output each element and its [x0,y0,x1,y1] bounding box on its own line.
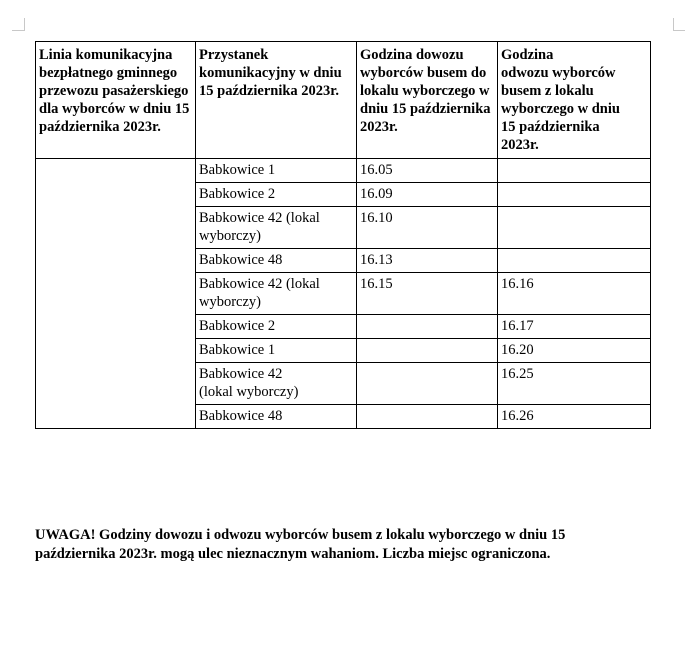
arrival-time-cell [357,339,498,363]
header-line-label: Linia komunikacyjna bezpłatnego gminnego przewozu pasażerskiego dla wyborców w dniu 15 października 2023r. [39,47,190,135]
stop-cell: Babkowice 48 [196,405,357,429]
arrival-time-cell: 16.10 [357,207,498,249]
table-row [36,159,651,183]
arrival-time-cell: 16.13 [357,249,498,273]
schedule-body [36,159,651,429]
stop-cell: Babkowice 48 [196,249,357,273]
stop-cell: Babkowice 42 (lokal wyborczy) [196,207,357,249]
stop-cell: Babkowice 1 [196,339,357,363]
header-departure-label: Godzina odwozu wyborców busem z lokalu wyborczego w dniu 15 października 2023r. [501,47,620,153]
departure-time-cell: 16.25 [498,363,651,405]
header-arrival-label: Godzina dowozu wyborców busem do lokalu wyborczego w dniu 15 października 2023r. [360,47,491,135]
header-departure-column [498,42,651,159]
arrival-time-cell: 16.05 [357,159,498,183]
arrival-time-cell [357,405,498,429]
departure-time-cell: 16.26 [498,405,651,429]
header-arrival-column [357,42,498,159]
departure-time-cell: 16.17 [498,315,651,339]
stop-cell: Babkowice 1 [196,159,357,183]
departure-time-cell [498,249,651,273]
header-line-column [36,42,196,159]
departure-time-cell: 16.16 [498,273,651,315]
page-corner-mark-left [12,18,25,31]
bus-schedule-table [35,41,651,429]
header-stop-label: Przystanek komunikacyjny w dniu 15 października 2023r. [199,47,342,99]
stop-cell: Babkowice 42 (lokal wyborczy) [196,273,357,315]
arrival-time-cell: 16.09 [357,183,498,207]
departure-time-cell [498,207,651,249]
stop-cell: Babkowice 42 (lokal wyborczy) [196,363,357,405]
departure-time-cell [498,183,651,207]
arrival-time-cell [357,363,498,405]
stop-cell: Babkowice 2 [196,315,357,339]
departure-time-cell: 16.20 [498,339,651,363]
line-name-cell [36,159,196,429]
notice-text: UWAGA! Godziny dowozu i odwozu wyborców busem z lokalu wyborczego w dniu 15 października 2023r. mogą ulec nieznacznym wahaniom. Liczba miejsc ograniczona. [35,527,566,562]
departure-time-cell [498,159,651,183]
table-header-row [36,42,651,159]
header-stop-column [196,42,357,159]
page-corner-mark-right [673,18,685,31]
arrival-time-cell: 16.15 [357,273,498,315]
arrival-time-cell [357,315,498,339]
stop-cell: Babkowice 2 [196,183,357,207]
